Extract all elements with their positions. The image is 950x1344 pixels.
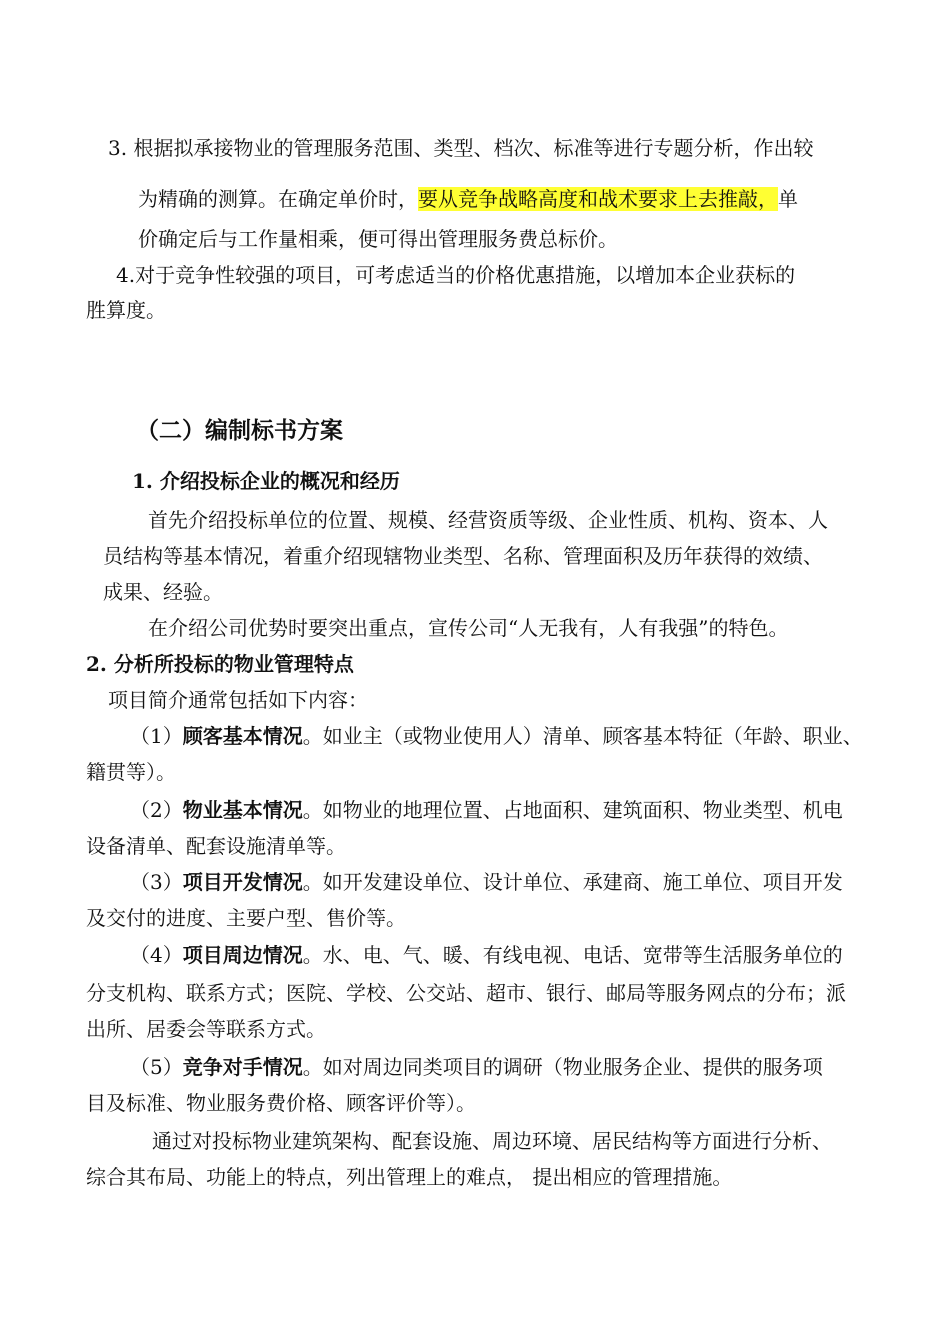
subsection2-heading: 2. 分析所投标的物业管理特点 — [86, 652, 354, 676]
list-item-4-line1 — [130, 941, 843, 969]
item3-line3: 价确定后与工作量相乘，便可得出管理服务费总标价。 — [138, 227, 618, 251]
item3-text-line2-post: 单 — [778, 187, 798, 211]
sub1-para1-line3: 成果、经验。 — [103, 580, 223, 604]
sub2-intro: 项目简介通常包括如下内容： — [108, 688, 368, 712]
list-item-5-text: 。如对周边同类项目的调研（物业服务企业、提供的服务项 — [302, 1055, 823, 1079]
item3-number: 3. — [108, 136, 128, 160]
list-item-3-text: 。如开发建设单位、设计单位、承建商、施工单位、项目开发 — [302, 870, 843, 894]
list-item-4-line3: 出所、居委会等联系方式。 — [86, 1017, 326, 1041]
list-item-4-line2: 分支机构、联系方式；医院、学校、公交站、超市、银行、邮局等服务网点的分布；派 — [86, 981, 846, 1005]
list-item-5-number: （5） — [130, 1055, 183, 1079]
list-item-2-line2: 设备清单、配套设施清单等。 — [86, 834, 346, 858]
list-item-3-line2: 及交付的进度、主要户型、售价等。 — [86, 906, 406, 930]
item3-text-line2-pre: 为精确的测算。在确定单价时， — [138, 187, 418, 211]
list-item-1-label: 顾客基本情况 — [182, 724, 303, 748]
item4-line1: 4.对于竞争性较强的项目，可考虑适当的价格优惠措施，以增加本企业获标的 — [116, 263, 796, 287]
list-item-2-label: 物业基本情况 — [182, 798, 303, 822]
item4-line2: 胜算度。 — [86, 298, 166, 322]
list-item-3-label: 项目开发情况 — [182, 870, 303, 894]
list-item-5-label: 竞争对手情况 — [182, 1055, 303, 1079]
section-heading: （二）编制标书方案 — [136, 417, 343, 444]
item3-text-line1: 根据拟承接物业的管理服务范围、类型、档次、标准等进行专题分析，作出较 — [133, 136, 814, 160]
list-item-5-line2: 目及标准、物业服务费价格、顾客评价等）。 — [86, 1091, 476, 1115]
list-item-1-line2: 籍贯等）。 — [86, 760, 176, 784]
list-item-1-text: 。如业主（或物业使用人）清单、顾客基本特征（年龄、职业、 — [302, 724, 863, 748]
item3-line2 — [138, 185, 798, 213]
list-item-4-text: 。水、电、气、暖、有线电视、电话、宽带等生活服务单位的 — [302, 943, 843, 967]
item3-line1 — [108, 134, 813, 162]
list-item-2-number: （2） — [130, 798, 183, 822]
list-item-2-line1 — [130, 796, 843, 824]
sub1-para1-line1: 首先介绍投标单位的位置、规模、经营资质等级、企业性质、机构、资本、人 — [148, 508, 828, 532]
list-item-4-label: 项目周边情况 — [182, 943, 303, 967]
list-item-2-text: 。如物业的地理位置、占地面积、建筑面积、物业类型、机电 — [302, 798, 843, 822]
highlighted-text: 要从竞争战略高度和战术要求上去推敲， — [418, 187, 778, 211]
list-item-1-line1 — [130, 722, 863, 750]
subsection1-heading: 1. 介绍投标企业的概况和经历 — [132, 469, 400, 493]
list-item-3-line1 — [130, 868, 843, 896]
list-item-3-number: （3） — [130, 870, 183, 894]
sub1-para2: 在介绍公司优势时要突出重点，宣传公司“人无我有，人有我强”的特色。 — [148, 616, 789, 640]
list-item-1-number: （1） — [130, 724, 183, 748]
sub1-para1-line2: 员结构等基本情况，着重介绍现辖物业类型、名称、管理面积及历年获得的效绩、 — [103, 544, 823, 568]
summary-line2: 综合其布局、功能上的特点，列出管理上的难点， 提出相应的管理措施。 — [86, 1165, 733, 1189]
list-item-5-line1 — [130, 1053, 823, 1081]
list-item-4-number: （4） — [130, 943, 183, 967]
summary-line1: 通过对投标物业建筑架构、配套设施、周边环境、居民结构等方面进行分析、 — [152, 1129, 832, 1153]
